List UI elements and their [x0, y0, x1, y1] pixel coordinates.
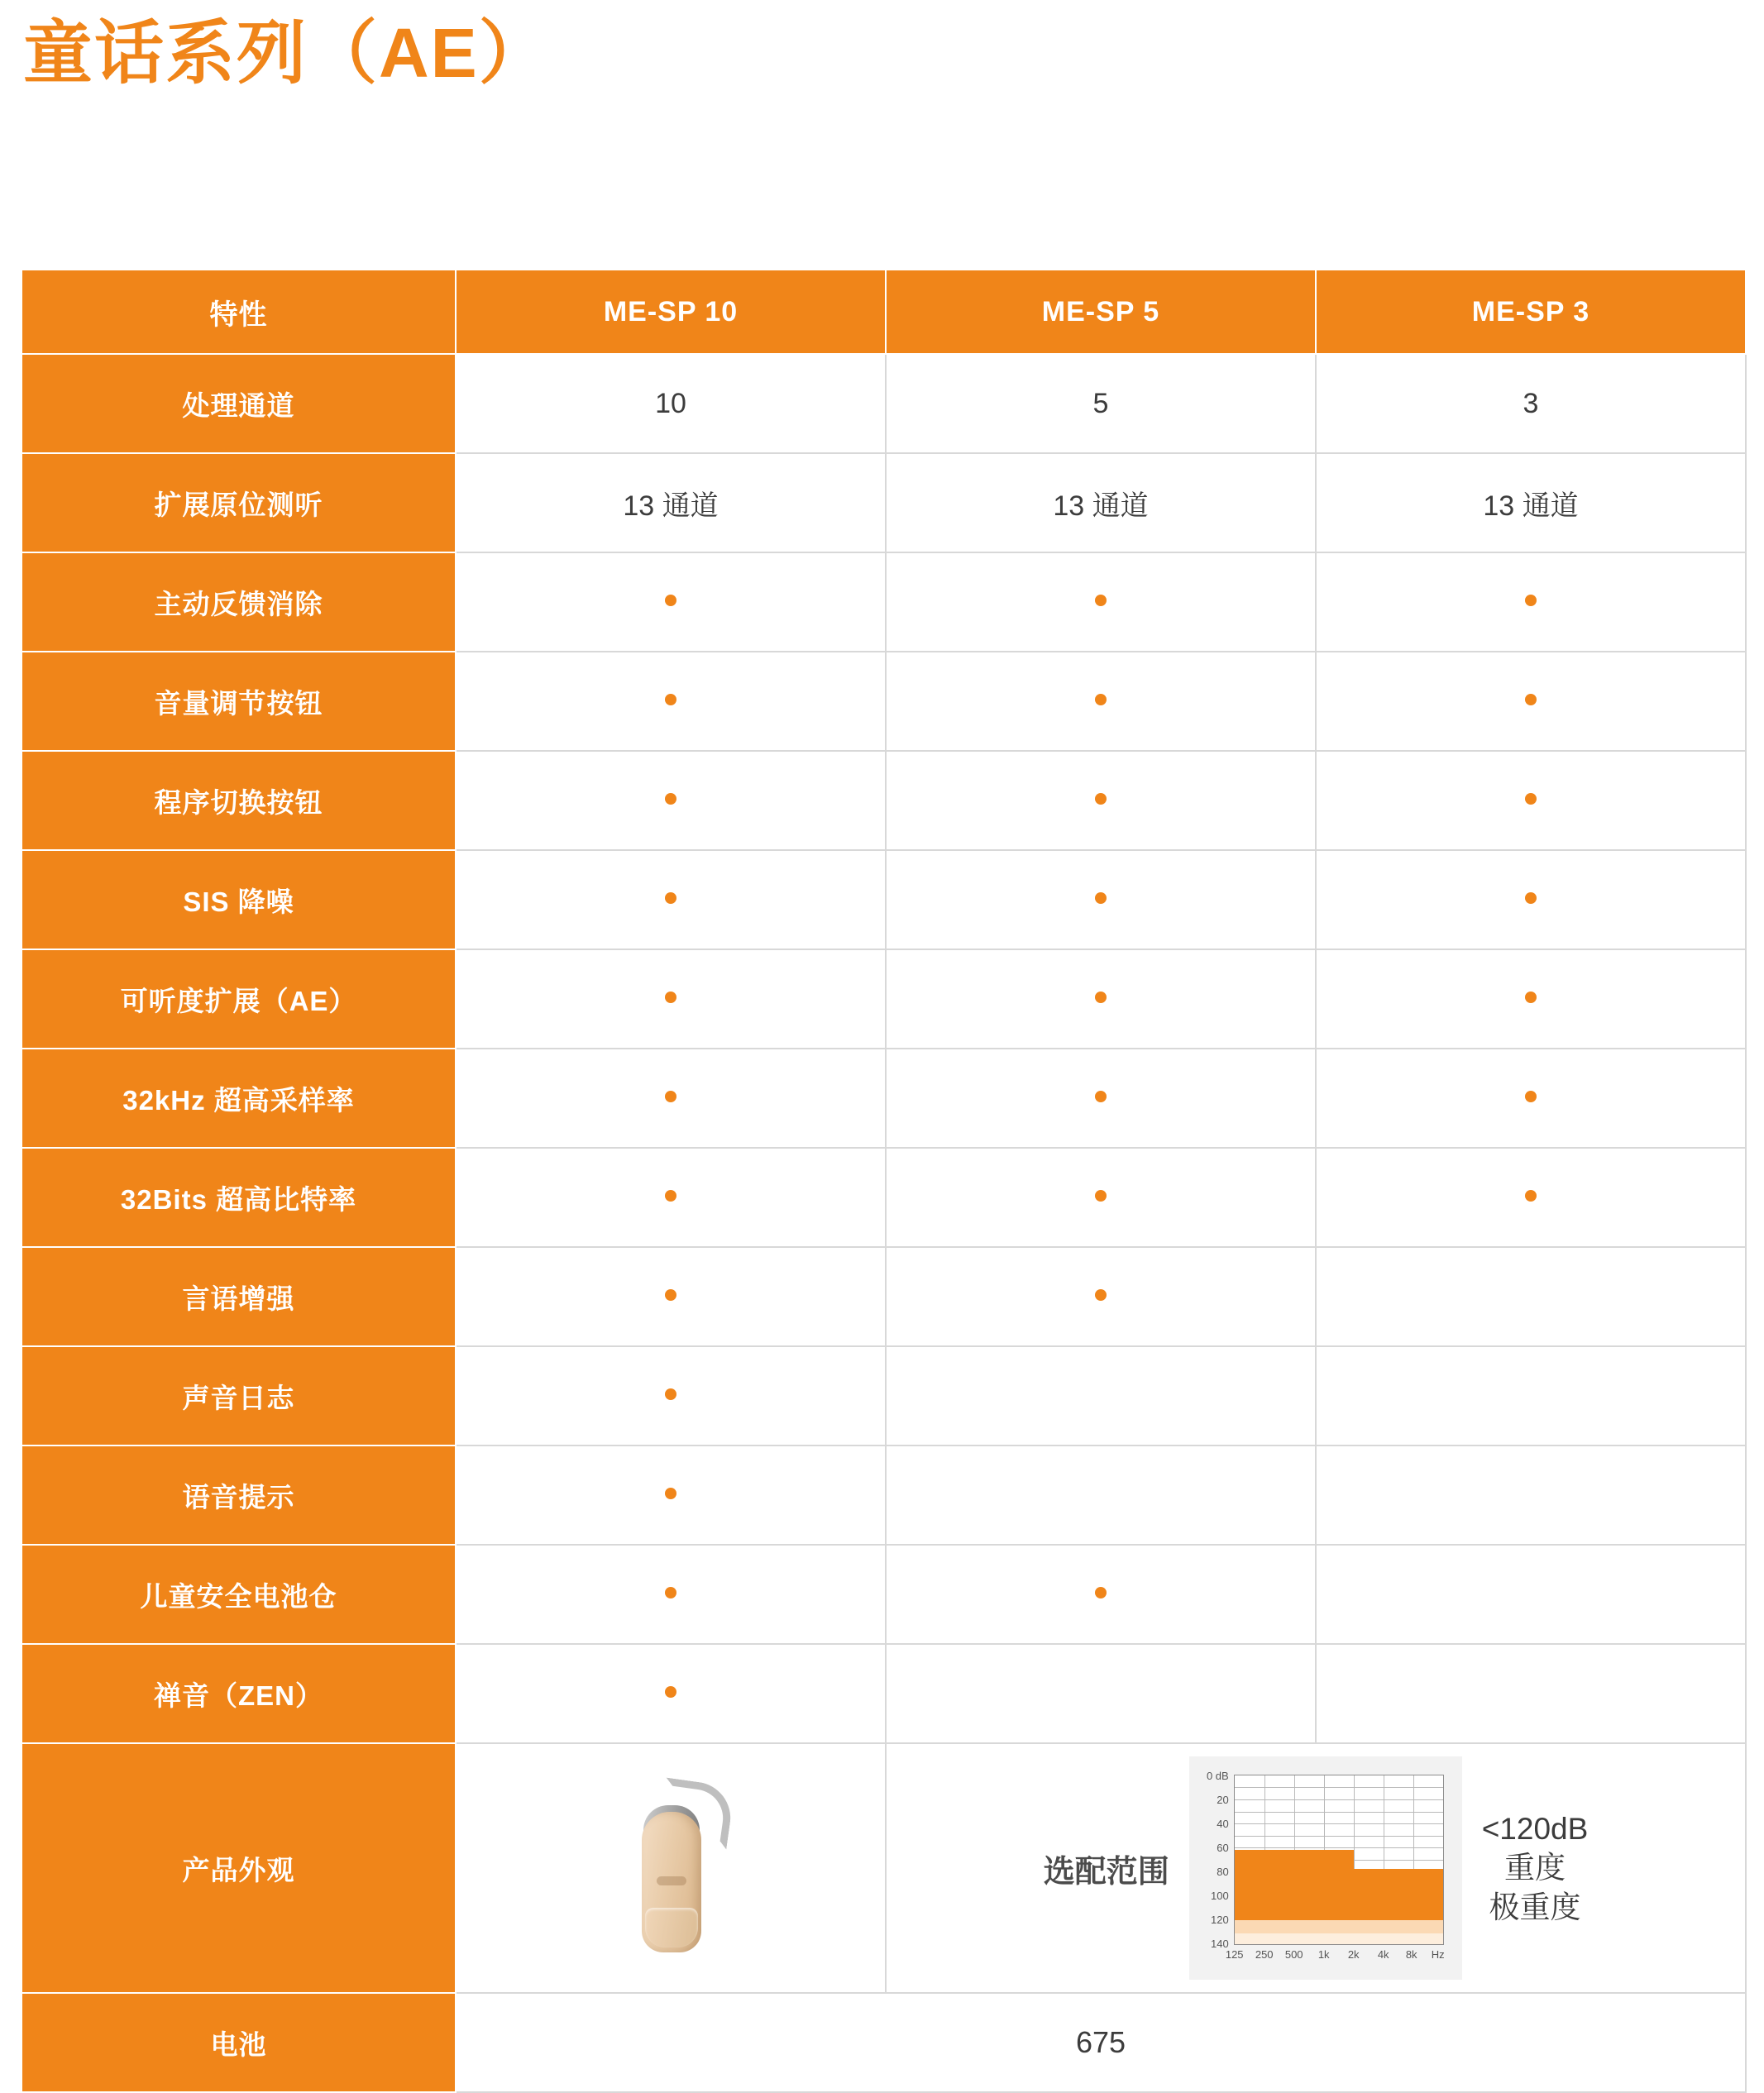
row-label: 声音日志	[22, 1346, 456, 1446]
row-mark	[456, 751, 886, 850]
row-value: 10	[456, 354, 886, 453]
bullet-dot-icon	[665, 1091, 676, 1102]
row-mark	[456, 1247, 886, 1346]
column-header-me-sp-3: ME-SP 3	[1316, 270, 1746, 354]
row-mark	[1316, 1049, 1746, 1148]
audiogram-xtick: 4k	[1377, 1948, 1389, 1961]
fitting-range-line: 极重度	[1489, 1890, 1581, 1924]
row-mark	[886, 751, 1316, 850]
row-mark	[1316, 552, 1746, 652]
row-mark	[886, 552, 1316, 652]
row-mark	[886, 1148, 1316, 1247]
fitting-range-cell	[886, 1743, 1746, 1993]
row-label: 电池	[22, 1993, 456, 2092]
column-header-me-sp-5: ME-SP 5	[886, 270, 1316, 354]
row-label: 禅音（ZEN）	[22, 1644, 456, 1743]
table-row	[22, 652, 1746, 751]
row-label: 儿童安全电池仓	[22, 1545, 456, 1644]
row-label: 程序切换按钮	[22, 751, 456, 850]
audiogram-xtick: 2k	[1347, 1948, 1360, 1961]
audiogram-xtick: 1k	[1317, 1948, 1330, 1961]
row-mark-empty	[886, 1446, 1316, 1545]
table-header-row	[22, 270, 1746, 354]
bullet-dot-icon	[1095, 793, 1107, 805]
hearing-aid-icon	[609, 1777, 733, 1959]
audiogram-ytick: 80	[1217, 1866, 1229, 1878]
bullet-dot-icon	[665, 1388, 676, 1400]
audiogram-xtick: 8k	[1405, 1948, 1417, 1961]
column-header-feature: 特性	[22, 270, 456, 354]
table-row	[22, 354, 1746, 453]
bullet-dot-icon	[1525, 793, 1537, 805]
audiogram-xtick: 500	[1284, 1948, 1303, 1961]
row-mark	[456, 1446, 886, 1545]
audiogram-ytick: 40	[1217, 1818, 1229, 1830]
row-label: 语音提示	[22, 1446, 456, 1545]
row-label: SIS 降噪	[22, 850, 456, 949]
row-value: 5	[886, 354, 1316, 453]
row-value: 13 通道	[886, 453, 1316, 552]
row-mark-empty	[886, 1346, 1316, 1446]
bullet-dot-icon	[665, 793, 676, 805]
table-row	[22, 1247, 1746, 1346]
row-mark-empty	[886, 1644, 1316, 1743]
audiogram-xaxis-unit: Hz	[1431, 1948, 1445, 1961]
row-mark	[886, 652, 1316, 751]
row-mark	[886, 1247, 1316, 1346]
row-mark	[456, 1545, 886, 1644]
row-value: 13 通道	[1316, 453, 1746, 552]
audiogram-ytick: 140	[1211, 1938, 1229, 1950]
bullet-dot-icon	[1525, 992, 1537, 1003]
table-row	[22, 1446, 1746, 1545]
bullet-dot-icon	[1095, 694, 1107, 705]
bullet-dot-icon	[1525, 892, 1537, 904]
row-mark	[1316, 751, 1746, 850]
row-label: 处理通道	[22, 354, 456, 453]
row-mark	[1316, 850, 1746, 949]
audiogram-ytick: 120	[1211, 1914, 1229, 1926]
audiogram-xtick: 125	[1225, 1948, 1244, 1961]
row-mark	[886, 1545, 1316, 1644]
bullet-dot-icon	[1095, 1587, 1107, 1598]
row-label: 音量调节按钮	[22, 652, 456, 751]
table-row-appearance	[22, 1743, 1746, 1993]
fitting-range-description	[1482, 1809, 1589, 1927]
row-mark	[886, 1049, 1316, 1148]
fitting-range-line: 重度	[1504, 1851, 1566, 1885]
audiogram-ytick: 0 dB	[1206, 1770, 1229, 1782]
bullet-dot-icon	[665, 1289, 676, 1301]
row-mark	[456, 949, 886, 1049]
row-mark	[886, 850, 1316, 949]
audiogram-plot	[1234, 1775, 1444, 1945]
row-label: 32kHz 超高采样率	[22, 1049, 456, 1148]
bullet-dot-icon	[1525, 1091, 1537, 1102]
bullet-dot-icon	[665, 694, 676, 705]
row-mark	[886, 949, 1316, 1049]
audiogram-ytick: 20	[1217, 1794, 1229, 1806]
row-value: 3	[1316, 354, 1746, 453]
product-image-cell	[456, 1743, 886, 1993]
audiogram-ytick: 100	[1211, 1890, 1229, 1902]
bullet-dot-icon	[665, 1488, 676, 1499]
column-header-me-sp-10: ME-SP 10	[456, 270, 886, 354]
bullet-dot-icon	[665, 1587, 676, 1598]
audiogram-chart	[1189, 1756, 1462, 1980]
row-mark-empty	[1316, 1247, 1746, 1346]
row-mark-empty	[1316, 1346, 1746, 1446]
row-mark-empty	[1316, 1545, 1746, 1644]
row-label: 言语增强	[22, 1247, 456, 1346]
bullet-dot-icon	[1525, 1190, 1537, 1202]
row-label: 可听度扩展（AE）	[22, 949, 456, 1049]
row-mark-empty	[1316, 1644, 1746, 1743]
row-mark	[456, 652, 886, 751]
table-row	[22, 552, 1746, 652]
bullet-dot-icon	[1525, 595, 1537, 606]
row-mark	[456, 1049, 886, 1148]
bullet-dot-icon	[1095, 1190, 1107, 1202]
table-row	[22, 453, 1746, 552]
bullet-dot-icon	[1095, 1289, 1107, 1301]
bullet-dot-icon	[1525, 694, 1537, 705]
row-mark	[456, 1148, 886, 1247]
battery-value: 675	[456, 1993, 1746, 2092]
row-mark	[456, 552, 886, 652]
row-label: 产品外观	[22, 1743, 456, 1993]
fitting-range-label: 选配范围	[1043, 1854, 1169, 1890]
bullet-dot-icon	[665, 892, 676, 904]
table-row-battery	[22, 1993, 1746, 2092]
table-row	[22, 751, 1746, 850]
bullet-dot-icon	[665, 1190, 676, 1202]
row-mark	[456, 1644, 886, 1743]
row-mark	[1316, 949, 1746, 1049]
table-row	[22, 850, 1746, 949]
row-mark	[456, 1346, 886, 1446]
table-row	[22, 949, 1746, 1049]
fitting-range-line: <120dB	[1481, 1811, 1589, 1846]
bullet-dot-icon	[665, 595, 676, 606]
table-row	[22, 1346, 1746, 1446]
table-row	[22, 1545, 1746, 1644]
row-value: 13 通道	[456, 453, 886, 552]
bullet-dot-icon	[1095, 992, 1107, 1003]
spec-comparison-table	[21, 269, 1747, 2093]
battery-door-icon	[645, 1908, 698, 1947]
bullet-dot-icon	[665, 1686, 676, 1698]
bullet-dot-icon	[1095, 595, 1107, 606]
row-mark	[1316, 1148, 1746, 1247]
table-row	[22, 1049, 1746, 1148]
row-label: 主动反馈消除	[22, 552, 456, 652]
row-mark	[1316, 652, 1746, 751]
row-mark-empty	[1316, 1446, 1746, 1545]
table-row	[22, 1644, 1746, 1743]
row-mark	[456, 850, 886, 949]
audiogram-xtick: 250	[1255, 1948, 1274, 1961]
bullet-dot-icon	[665, 992, 676, 1003]
row-label: 32Bits 超高比特率	[22, 1148, 456, 1247]
bullet-dot-icon	[1095, 1091, 1107, 1102]
row-label: 扩展原位测听	[22, 453, 456, 552]
device-button-icon	[657, 1876, 686, 1885]
table-row	[22, 1148, 1746, 1247]
bullet-dot-icon	[1095, 892, 1107, 904]
audiogram-ytick: 60	[1217, 1842, 1229, 1854]
page-title: 童话系列（AE）	[23, 14, 550, 92]
